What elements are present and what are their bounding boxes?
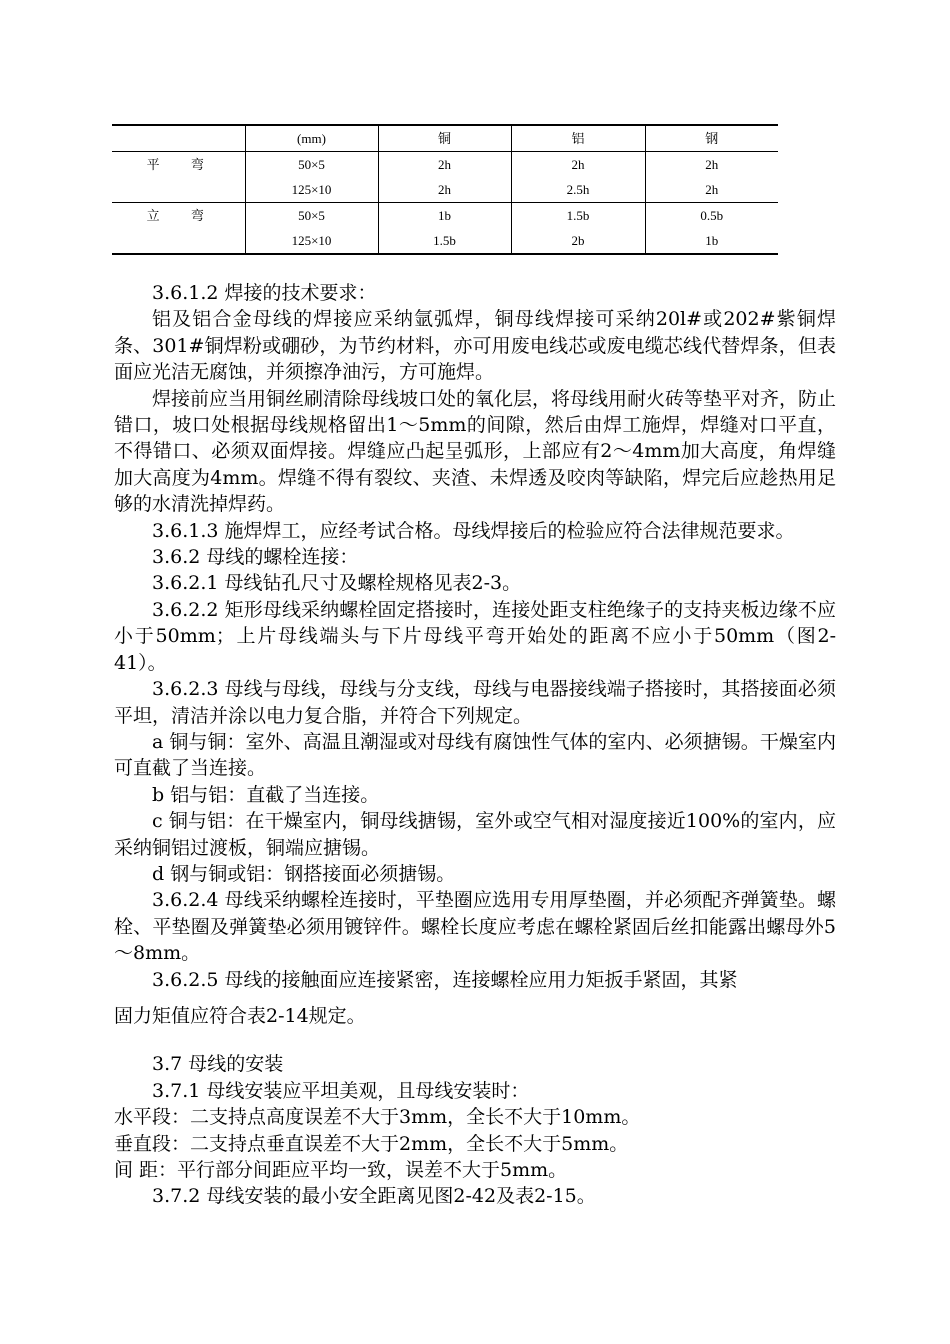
table-cell: 2.5h bbox=[511, 177, 645, 203]
table-cell: 2h bbox=[378, 152, 511, 178]
row-group-label: 立 弯 bbox=[146, 208, 218, 223]
table-cell: 0.5b bbox=[645, 203, 778, 229]
list-item: b 铝与铝：直截了当连接。 bbox=[152, 783, 380, 806]
table-cell: 2h bbox=[511, 152, 645, 178]
table-cell bbox=[112, 228, 245, 254]
table-header-cell bbox=[112, 125, 245, 152]
paragraph: 铝及铝合金母线的焊接应采纳氩弧焊，铜母线焊接可采纳20l#或202#紫铜焊条、301#铜焊粉或硼砂，为节约材料，亦可用废电线芯或废电缆芯线代替焊条，但表面应光洁无腐蚀，并须擦净油污，方可施焊。 bbox=[114, 308, 836, 384]
table-cell: 2b bbox=[511, 228, 645, 254]
paragraph: 3.6.1.3 施焊焊工，应经考试合格。母线焊接后的检验应符合法律规范要求。 bbox=[152, 519, 795, 542]
paragraph: 3.6.2.1 母线钻孔尺寸及螺栓规格见表2-3。 bbox=[152, 572, 522, 595]
table-cell: 1.5b bbox=[378, 228, 511, 254]
paragraph: 固力矩值应符合表2-14规定。 bbox=[114, 1004, 366, 1027]
list-item: d 钢与铜或铝：钢搭接面必须搪锡。 bbox=[152, 862, 456, 885]
paragraph: 3.7.2 母线安装的最小安全距离见图2-42及表2-15。 bbox=[152, 1185, 596, 1208]
table-header-cell: 钢 bbox=[645, 125, 778, 152]
table-row bbox=[112, 152, 778, 178]
section-heading: 3.6.2 母线的螺栓连接： bbox=[152, 546, 359, 569]
table-row bbox=[112, 177, 778, 203]
table-cell: 2h bbox=[645, 152, 778, 178]
table-cell: 50×5 bbox=[245, 152, 378, 178]
table-cell: 2h bbox=[645, 177, 778, 203]
section-heading: 3.7 母线的安装 bbox=[152, 1053, 284, 1076]
row-group-label: 平 弯 bbox=[146, 157, 218, 172]
table-cell: 1b bbox=[378, 203, 511, 229]
bending-radius-table bbox=[112, 124, 778, 255]
table-cell bbox=[112, 177, 245, 203]
list-item: a 铜与铜：室外、高温且潮湿或对母线有腐蚀性气体的室内、必须搪锡。干燥室内可直截了当连接。 bbox=[114, 730, 836, 780]
paragraph: 3.7.1 母线安装应平坦美观，且母线安装时： bbox=[152, 1079, 530, 1102]
table-cell: 1.5b bbox=[511, 203, 645, 229]
body-text bbox=[114, 280, 836, 1210]
table-cell: 50×5 bbox=[245, 203, 378, 229]
paragraph: 焊接前应当用铜丝刷清除母线坡口处的氧化层，将母线用耐火砖等垫平对齐，防止错口，坡口处根据母线规格留出1～5mm的间隙，然后由焊工施焊，焊缝对口平直，不得错口、必须双面焊接。焊缝应凸起呈弧形，上部应有2～4mm加大高度，角焊缝加大高度为4mm。焊缝不得有裂纹、夹渣、未焊透及咬肉等缺陷，焊完后应趁热用足够的水清洗掉焊药。 bbox=[114, 387, 837, 516]
table-header-row bbox=[112, 125, 778, 152]
table-cell: 2h bbox=[378, 177, 511, 203]
paragraph: 间 距：平行部分间距应平均一致，误差不大于5mm。 bbox=[114, 1159, 568, 1181]
table-row bbox=[112, 228, 778, 254]
list-item: c 铜与铝：在干燥室内，铜母线搪锡，室外或空气相对湿度接近100%的室内，应采纳铜铝过渡板，铜端应搪锡。 bbox=[114, 810, 836, 859]
paragraph: 3.6.2.3 母线与母线，母线与分支线，母线与电器接线端子搭接时，其搭接面必须平坦，清洁并涂以电力复合脂，并符合下列规定。 bbox=[114, 678, 836, 727]
paragraph: 3.6.2.5 母线的接触面应连接紧密，连接螺栓应用力矩扳手紧固，其紧 bbox=[152, 968, 738, 991]
table-cell: 125×10 bbox=[245, 228, 378, 254]
table-cell: 125×10 bbox=[245, 177, 378, 203]
paragraph: 3.6.2.2 矩形母线采纳螺栓固定搭接时，连接处距支柱绝缘子的支持夹板边缘不应小于50mm；上片母线端头与下片母线平弯开始处的距离不应小于50mm（图2-41）。 bbox=[114, 598, 836, 674]
table-row bbox=[112, 203, 778, 229]
paragraph: 垂直段：二支持点垂直误差不大于2mm，全长不大于5mm。 bbox=[114, 1132, 629, 1155]
table-header-cell: (mm) bbox=[245, 125, 378, 152]
table-cell: 1b bbox=[645, 228, 778, 254]
section-heading: 3.6.1.2 焊接的技术要求： bbox=[152, 282, 377, 304]
table-header-cell: 铜 bbox=[378, 125, 511, 152]
paragraph: 3.6.2.4 母线采纳螺栓连接时，平垫圈应选用专用厚垫圈，并必须配齐弹簧垫。螺栓、平垫圈及弹簧垫必须用镀锌件。螺栓长度应考虑在螺栓紧固后丝扣能露出螺母外5～8mm。 bbox=[114, 889, 836, 965]
paragraph: 水平段：二支持点高度误差不大于3mm，全长不大于10mm。 bbox=[114, 1106, 641, 1129]
table-header-cell: 铝 bbox=[511, 125, 645, 152]
